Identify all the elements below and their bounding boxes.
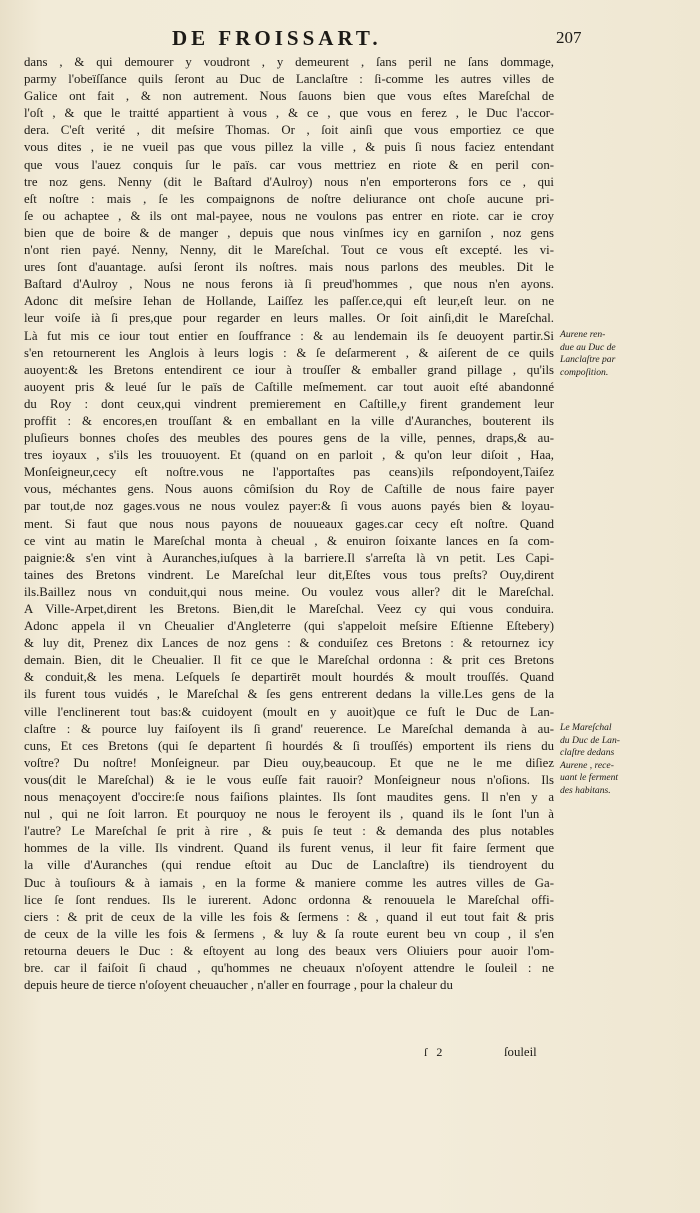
text-line: retourna deuers le Duc : & eſtoyent au long des beaux vers Oliuiers pour auoir l'om- [24,943,554,958]
text-line: ville l'enclinerent tout bas:& cuidoyent (moult en y auoit)que ce fuſt le Duc de Lan- [24,704,554,719]
page-footer [0,1045,700,1065]
main-text-column [24,54,554,994]
text-line: Adonc appela il vn Cheualier d'Angleterre (qui s'appeloit meſsire Eſtienne Eſtebery) [24,619,554,634]
catchword: ſouleil [504,1045,537,1059]
text-line: vous(dit le Mareſchal) & ie le vous euſſe fait rauoir? Monſeigneur nous n'oſions. Ils [24,772,554,787]
text-line: pluſieurs bonnes choſes des meubles des poures gens de la ville, pennes, draps,& au- [24,431,554,446]
text-line: proffit : & encores,en trouſſant & en emballant en la ville d'Auranches, bouterent ils [24,413,554,428]
text-line: & conduit,& les mena. Leſquels ſe departirēt moult hourdés & moult trouſſés. Quand [24,670,554,685]
marginal-note-line: des habitans. [560,784,611,796]
marginal-note-line: Lanclaſtre par [560,354,616,365]
text-line: ment. Si faut que nous nous payons de nouueaux gages.car cecy eſt noſtre. Quand [24,516,554,531]
marginal-note-line: compoſition. [560,366,609,378]
text-line: de ceux de la ville les fois & ſermens , & luy & ſa route eurent beu vn coup , il s'en [24,926,554,941]
signature-mark: ſ 2 [424,1045,446,1059]
text-line: bien que de boire & de manger , depuis que nous vinſmes icy en garniſon , noz gens [24,225,554,240]
text-line: l'autre? Le Mareſchal ſe prit à rire , & puis ſe teut : & demanda des plus notables [24,824,554,839]
page-number: 207 [556,28,582,47]
text-line: l'oſt , & que le traitté appartient à vous , & ce , que vous en ferez , le Duc l'accor- [24,106,554,121]
text-line: par tout,de noz gages.vous ne nous voulez payer:& ſi vous auons payés bien & loyau- [24,499,554,514]
text-line: bre. car il faiſoit ſi chaud , qu'hommes ne cheuaux n'oſoyent attendre le ſouleil : ne [24,960,554,975]
text-line: Duc à touſiours & à iamais , en la forme & maniere comme les autres villes de Ga- [24,875,554,890]
marginal-note-line: uant le ferment [560,772,619,783]
page-header [0,26,700,52]
text-line: du Roy : dont ceux,qui vindrent premierement en Caſtille,y firent grandement leur [24,396,554,411]
text-line: lice ſe ſont rendues. Ils le iurerent. Adonc ordonna & renouuela le Mareſchal offi- [24,892,554,907]
text-line: ciers : & prit de ceux de la ville les fois & ſermens : & , quand il eut tout fait & pris [24,909,554,924]
text-line: claſtre : & pource luy faiſoyent ils ſi grand' reuerence. Le Mareſchal demanda à au- [24,721,554,736]
text-line: que vous l'auez conquis ſur le païs. car vous mettriez en riote & en peril con- [24,157,554,172]
text-line: ce vint au matin le Mareſchal monta à cheual , & enuiron ſoixante lances en ſa com- [24,533,554,548]
text-line: leur voiſe ià ſi pres,que pour regarder en leurs malles. Or ſoit ainſi,dit le Mareſchal. [24,311,554,326]
text-line: auoyent pris & leué ſur le païs de Caſtille meſmement. car tout auoit eſté abandonné [24,379,554,394]
text-line: Baſtard d'Aulroy , Nous ne nous ferons ià ſi preud'hommes , que nous n'en ayons. [24,277,554,292]
text-line: ſe ou achaptee , & ils ont mal-payee, nous ne voulons pas entrer en riote. car ie croy [24,208,554,223]
text-line: paignie:& s'en vint à Auranches,iuſques à la barriere.Il s'arreſta là vn petit. Les Capi- [24,550,554,565]
text-line: & luy dit, Prenez dix Lances de noz gens : & conduiſez ces Bretons : & retournez icy [24,636,554,651]
marginal-note-line: du Duc de Lan- [560,734,620,746]
marginal-note-line: Aurene , rece- [560,759,614,771]
text-line: vous dites , ie ne vueil pas que vous pillez la ville , & puis ſi nous faciez entendant [24,140,554,155]
marginal-note-marshal-oath [560,722,620,797]
text-line: vous, méchantes gens. Nous auons cômiſsion du Roy de Caſtille de nous faire payer [24,482,554,497]
text-line: ils furent tous vuidés , le Mareſchal & ſes gens entrerent dedans la ville.Les gens de la [24,687,554,702]
text-line: parmy l'obeïſſance quils ſeront au Duc de Lanclaſtre : ſi-comme les autres villes de [24,72,554,87]
text-line: auoyent:& les Bretons entendirent ce iour à trouſſer & emballer grand pillage , qu'ils [24,362,554,377]
text-line: Là fut mis ce iour tout entier en ſouffrance : & au lendemain ils ſe deuoyent partir.Si [24,328,554,343]
text-line: taines des Bretons vindrent. Le Mareſchal leur dit,Eſtes vous tous preſts? Ouy,dirent [24,567,554,582]
text-line: voſtre? Du noſtre! Monſeigneur. par Dieu ouy,beaucoup. Et que ne le me diſiez [24,755,554,770]
text-line: tre noz gens. Nenny (dit le Baſtard d'Aulroy) nous n'en emporterons fors ce , qui [24,174,554,189]
text-line: n'ont rien payé. Nenny, Nenny, dit le Mareſchal. Tout ce vous eſt excepté. les vi- [24,243,554,258]
marginal-note-line: claſtre dedans [560,747,615,758]
text-line: A Ville-Arpet,dirent les Bretons. Bien,dit le Mareſchal. Veez cy qui vous conduira. [24,602,554,616]
marginal-note-aurene-surrender [560,329,616,379]
text-line: dans , & qui demourer y voudront , y demeurent , ſans peril ne ſans dommage, [24,55,554,69]
text-line: la ville d'Auranches (qui rendue eſtoit au Duc de Lanclaſtre) ils tiendroyent du [24,858,554,873]
text-line: Galice ont fait , & non autrement. Nous ſauons bien que vous eſtes Mareſchal de [24,89,554,104]
text-line: Adonc dit meſsire Iehan de Hollande, Laiſſez les paſſer.ce,qui eſt leur,eſt leur. on ne [24,294,554,309]
marginal-note-line: due au Duc de [560,341,616,353]
text-line: ils.Baillez nous vn conduit,qui nous meine. Ou voulez vous aller? dit le Mareſchal. [24,584,554,599]
text-line: nous menaçoyent d'occire:ſe nous faiſions plaintes. Ils ſont maudites gens. Il n'en y a [24,790,554,805]
text-line: Monſeigneur,cecy eſt noſtre.vous ne l'apportaſtes pas ceans)ils reſpondoyent,Taiſez [24,465,554,480]
text-line: ures ſont d'auantage. auſsi ſeront ils noſtres. mais nous parlons des meubles. Dit le [24,260,554,275]
text-line: s'en retournerent les Anglois à leurs logis : & ſe deſarmerent , & aiſerent de ce quils [24,345,554,360]
text-line: depuis heure de tierce n'oſoyent cheuaucher , n'aller en fourrage , pour la chaleur du [24,978,453,993]
marginal-note-line: Le Mareſchal [560,722,612,733]
text-line: nul , qui ne ſoit larron. Et pourquoy ne nous le feroyent ils , quand ils le ſont l'un à [24,807,554,822]
running-title: DE FROISSART. [172,26,382,50]
text-line: hommes de la ville. Ils vindrent. Quand ils furent venus, il leur fit faire ſerment que [24,841,554,856]
marginal-note-line: Aurene ren- [560,329,606,340]
text-line: dera. C'eſt verité , dit meſsire Thomas. Or , ſoit ainſi que vous emportiez ce que [24,123,554,138]
text-line: cuns, Et ces Bretons (qui ſe departent ſi hourdés & ſi trouſſés) emportent ils riens du [24,738,554,753]
text-line: tres ioyaux , s'ils les trouuoyent. Et (quand on en parloit , & qu'on leur diſoit , Haa, [24,448,554,463]
text-line: eſt noſtre : mais , ſe les compaignons de noſtre deliurance ont choſe aucune pri- [24,191,554,206]
text-line: demain. Bien, dit le Cheualier. Il fit ce que le Mareſchal ordonna : & prit ces Bretons [24,653,554,668]
